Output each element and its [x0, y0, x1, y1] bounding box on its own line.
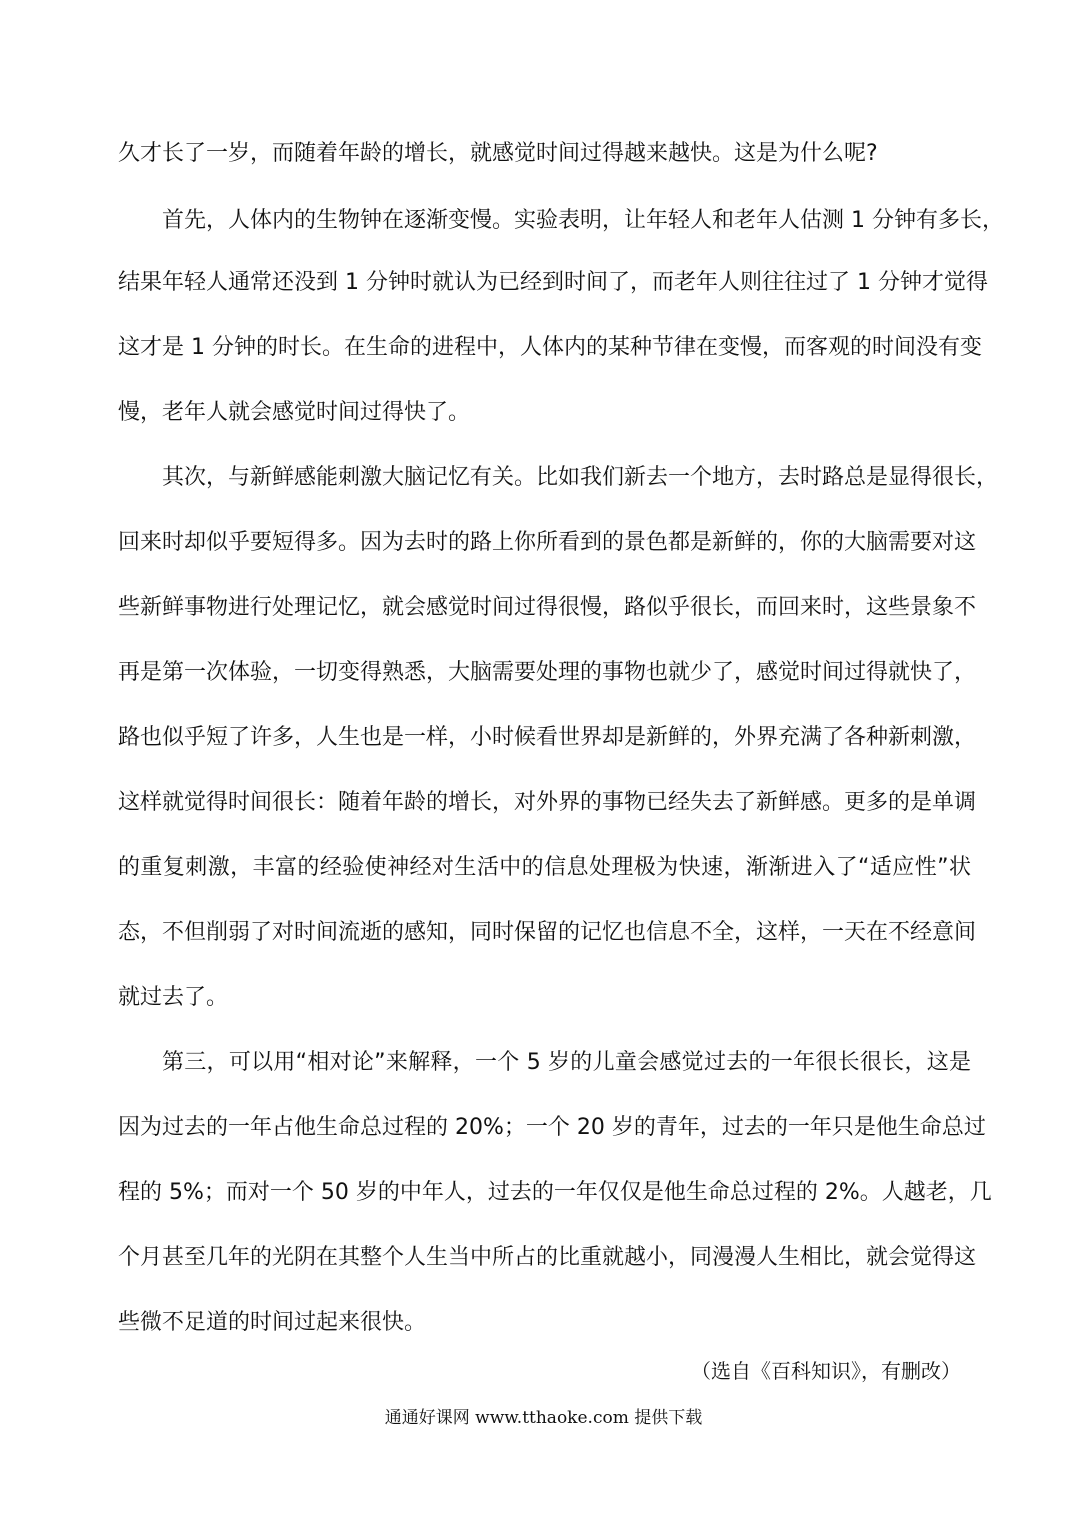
- paragraph-line: 的重复刺激，丰富的经验使神经对生活中的信息处理极为快速，渐渐进入了“适应性”状: [118, 855, 971, 880]
- paragraph-line: 就过去了。: [118, 985, 229, 1010]
- source-citation: （选自《百科知识》，有删改）: [691, 1359, 961, 1383]
- paragraph-line: 其次，与新鲜感能刺激大脑记忆有关。比如我们新去一个地方，去时路总是显得很长，: [162, 465, 999, 490]
- paragraph-line: 这才是 1 分钟的时长。在生命的进程中，人体内的某种节律在变慢，而客观的时间没有变: [118, 335, 982, 360]
- paragraph-line: 个月甚至几年的光阴在其整个人生当中所占的比重就越小，同漫漫人生相比，就会觉得这: [118, 1245, 977, 1270]
- paragraph-line: 结果年轻人通常还没到 1 分钟时就认为已经到时间了，而老年人则往往过了 1 分钟才觉得: [118, 270, 988, 295]
- paragraph-line: 久才长了一岁，而随着年龄的增长，就感觉时间过得越来越快。这是为什么呢?: [118, 141, 878, 166]
- paragraph-line: 路也似乎短了许多，人生也是一样，小时候看世界却是新鲜的，外界充满了各种新刺激，: [118, 725, 977, 750]
- page-footer: 通通好课网 www.tthaoke.com 提供下载: [384, 1408, 703, 1428]
- paragraph-line: 首先，人体内的生物钟在逐渐变慢。实验表明，让年轻人和老年人估测 1 分钟有多长，: [162, 208, 1004, 233]
- paragraph-line: 再是第一次体验，一切变得熟悉，大脑需要处理的事物也就少了，感觉时间过得就快了，: [118, 660, 977, 685]
- paragraph-line: 因为过去的一年占他生命总过程的 20%；一个 20 岁的青年，过去的一年只是他生命总过: [118, 1115, 986, 1140]
- paragraph-line: 些微不足道的时间过起来很快。: [118, 1310, 427, 1335]
- paragraph-line: 这样就觉得时间很长：随着年龄的增长，对外界的事物已经失去了新鲜感。更多的是单调: [118, 790, 977, 815]
- paragraph-line: 慢，老年人就会感觉时间过得快了。: [118, 400, 471, 425]
- paragraph-line: 态，不但削弱了对时间流逝的感知，同时保留的记忆也信息不全，这样，一天在不经意间: [118, 920, 977, 945]
- paragraph-line: 程的 5%；而对一个 50 岁的中年人，过去的一年仅仅是他生命总过程的 2%。人越老，几: [118, 1180, 992, 1205]
- paragraph-line: 第三，可以用“相对论”来解释，一个 5 岁的儿童会感觉过去的一年很长很长，这是: [162, 1050, 971, 1075]
- paragraph-line: 些新鲜事物进行处理记忆，就会感觉时间过得很慢，路似乎很长，而回来时，这些景象不: [118, 595, 977, 620]
- paragraph-line: 回来时却似乎要短得多。因为去时的路上你所看到的景色都是新鲜的，你的大脑需要对这: [118, 530, 977, 555]
